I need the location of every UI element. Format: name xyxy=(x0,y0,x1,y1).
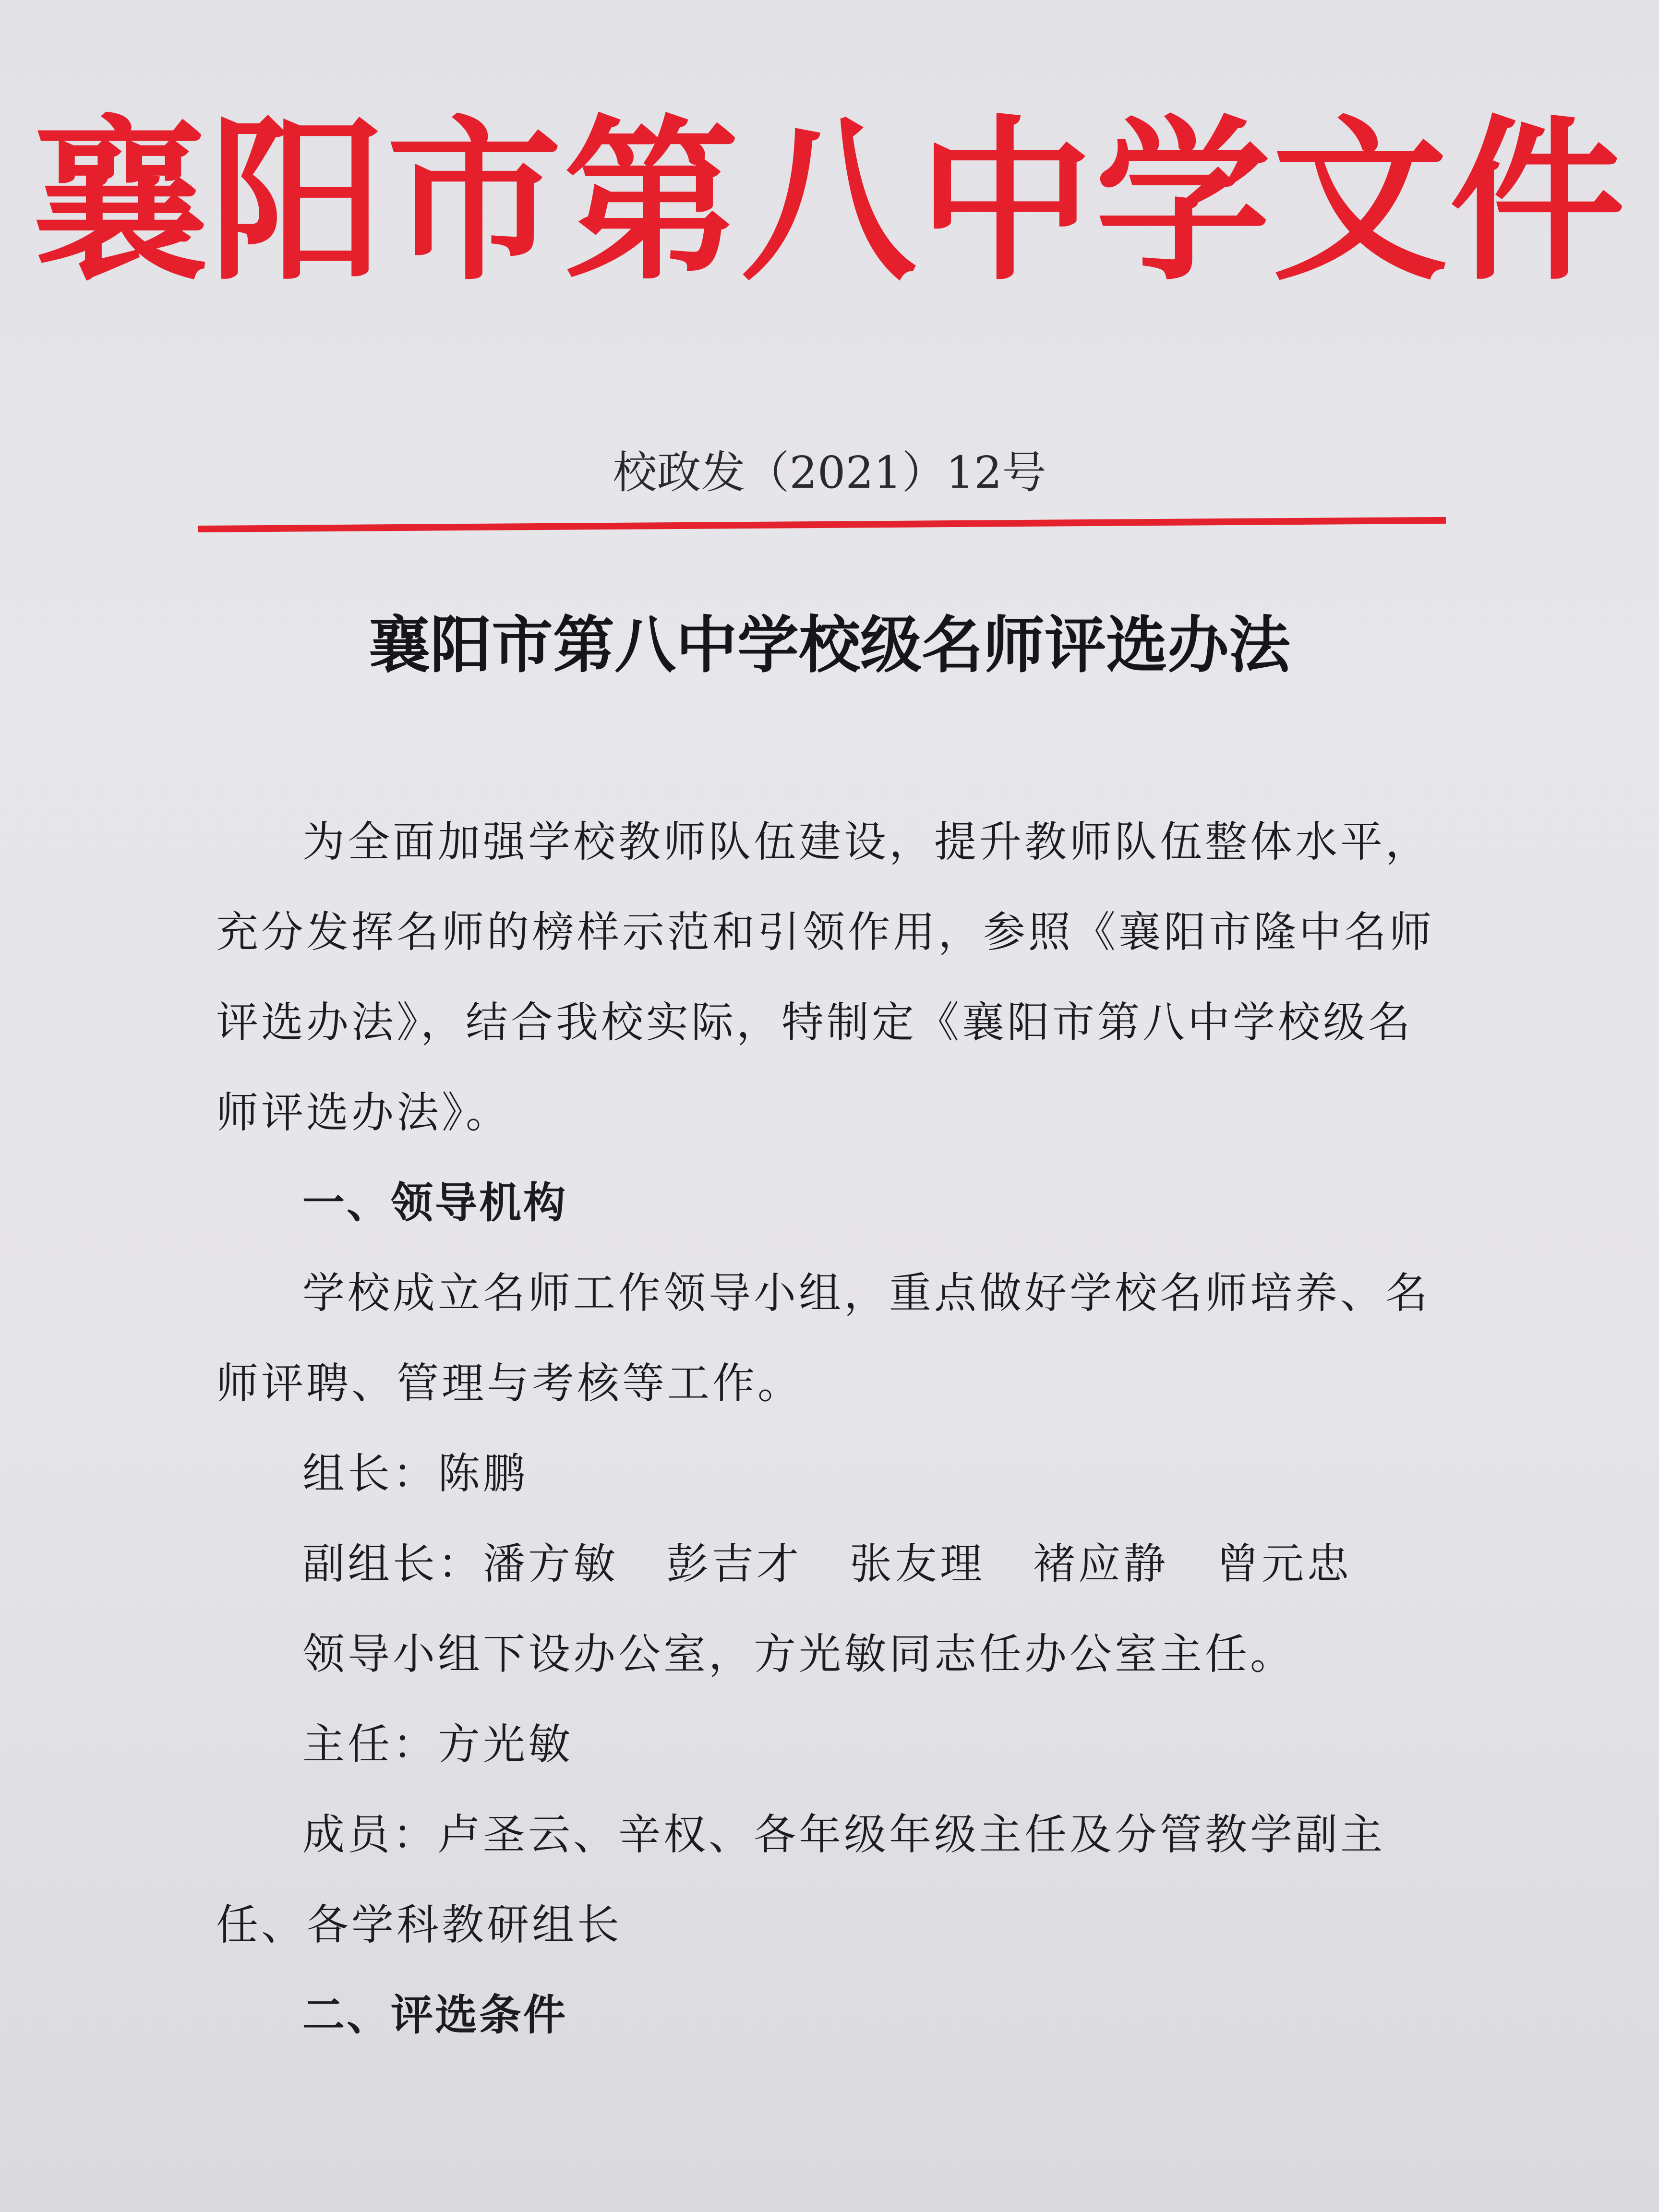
director-name: 方光敏 xyxy=(438,1719,574,1769)
intro-paragraph: 为全面加强学校教师队伍建设，提升教师队伍整体水平，充分发挥名师的榜样示范和引领作用，参照《襄阳市隆中名师评选办法》，结合我校实际，特制定《襄阳市第八中学校级名师评选办法》。 xyxy=(216,817,1435,1137)
deputy-name: 彭吉才 xyxy=(666,1539,802,1588)
document-title: 襄阳市第八中学校级名师评选办法 xyxy=(368,610,1290,681)
members-paragraph xyxy=(216,1790,1445,1970)
section-heading-leadership: 一、领导机构 xyxy=(302,1178,568,1227)
document-body xyxy=(216,797,1445,2060)
deputy-name: 张友理 xyxy=(850,1539,986,1588)
members-label: 成员： xyxy=(302,1810,438,1859)
leader-line xyxy=(216,1429,1445,1519)
deputy-name: 潘方敏 xyxy=(483,1539,619,1588)
deputy-label: 副组长： xyxy=(302,1539,483,1588)
red-divider-line xyxy=(198,517,1446,532)
deputy-line xyxy=(216,1519,1445,1609)
leadership-paragraph: 学校成立名师工作领导小组，重点做好学校名师培养、名师评聘、管理与考核等工作。 xyxy=(216,1268,1431,1408)
document-number: 校政发（2021）12号 xyxy=(613,447,1046,498)
office-line: 领导小组下设办公室，方光敏同志任办公室主任。 xyxy=(302,1629,1296,1679)
deputy-name: 曾元忠 xyxy=(1216,1539,1352,1588)
leader-label: 组长： xyxy=(302,1449,438,1498)
leader-name: 陈鹏 xyxy=(438,1449,529,1498)
director-line xyxy=(216,1699,1445,1790)
section-heading-criteria: 二、评选条件 xyxy=(302,1990,568,2040)
document-header-title: 襄阳市第八中学文件 xyxy=(32,98,1627,304)
director-label: 主任： xyxy=(302,1719,438,1769)
deputy-name: 褚应静 xyxy=(1033,1539,1169,1588)
members-list: 卢圣云、辛权、各年级年级主任及分管教学副主任、各学科教研组长 xyxy=(216,1810,1386,1949)
